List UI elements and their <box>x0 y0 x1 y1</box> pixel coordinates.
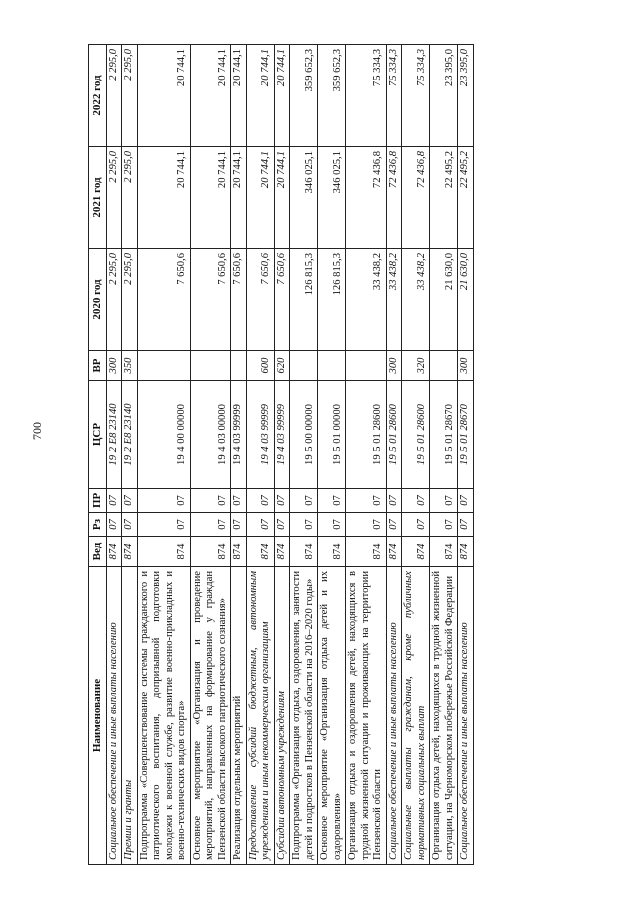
row-csr: 19 5 01 28600 <box>386 381 402 489</box>
row-csr: 19 5 01 28600 <box>402 381 430 489</box>
row-2020: 126 815,3 <box>290 249 318 351</box>
row-2022: 75 334,3 <box>386 45 402 147</box>
row-name: Основное мероприятие «Организация и проведение мероприятий, направленных на формирование у граждан Пензенской области высокого патриотического сознания» <box>190 567 231 865</box>
row-name: Организация отдыха и оздоровления детей, находящихся в трудной жизненной ситуации и проживающих на территории Пензенской области <box>346 567 387 865</box>
row-vr: 620 <box>274 351 290 381</box>
row-ved: 874 <box>318 537 346 567</box>
table-row <box>290 45 318 865</box>
row-rz: 07 <box>246 513 274 537</box>
row-rz: 07 <box>122 513 138 537</box>
row-ved: 874 <box>231 537 247 567</box>
row-pr: 07 <box>386 489 402 513</box>
row-csr: 19 2 E8 23140 <box>106 381 122 489</box>
row-ved: 874 <box>137 537 190 567</box>
table-row <box>122 45 138 865</box>
row-rz: 07 <box>290 513 318 537</box>
row-rz: 07 <box>346 513 387 537</box>
row-rz: 07 <box>318 513 346 537</box>
row-2022: 75 334,3 <box>346 45 387 147</box>
row-2022: 20 744,1 <box>274 45 290 147</box>
row-pr: 07 <box>137 489 190 513</box>
row-name: Социальные выплаты гражданам, кроме публичных нормативных социальных выплат <box>402 567 430 865</box>
row-rz: 07 <box>274 513 290 537</box>
table-row <box>106 45 122 865</box>
header-vr: ВР <box>89 351 107 381</box>
row-2020: 33 438,2 <box>402 249 430 351</box>
row-ved: 874 <box>430 537 458 567</box>
row-vr <box>190 351 231 381</box>
row-name: Предоставление субсидий бюджетным, автономным учреждениям и иным некоммерческим организациям <box>246 567 274 865</box>
row-2022: 20 744,1 <box>137 45 190 147</box>
row-rz: 07 <box>106 513 122 537</box>
row-2022: 359 652,3 <box>318 45 346 147</box>
row-rz: 07 <box>458 513 474 537</box>
row-csr: 19 4 03 99999 <box>246 381 274 489</box>
table-row <box>274 45 290 865</box>
table-row <box>231 45 247 865</box>
row-2021: 72 436,8 <box>386 147 402 249</box>
row-rz: 07 <box>231 513 247 537</box>
row-pr: 07 <box>458 489 474 513</box>
row-ved: 874 <box>122 537 138 567</box>
table-row <box>246 45 274 865</box>
row-vr <box>430 351 458 381</box>
row-csr: 19 5 01 28670 <box>430 381 458 489</box>
row-csr: 19 5 00 00000 <box>290 381 318 489</box>
row-2020: 2 295,0 <box>122 249 138 351</box>
row-2020: 126 815,3 <box>318 249 346 351</box>
row-csr: 19 4 00 00000 <box>137 381 190 489</box>
header-ved: Вед <box>89 537 107 567</box>
row-2020: 7 650,6 <box>246 249 274 351</box>
row-vr: 300 <box>458 351 474 381</box>
header-2021: 2021 год <box>89 147 107 249</box>
table-row <box>137 45 190 865</box>
rotated-table-container <box>88 45 623 865</box>
row-pr: 07 <box>274 489 290 513</box>
row-pr: 07 <box>231 489 247 513</box>
header-rz: Рз <box>89 513 107 537</box>
row-vr: 300 <box>386 351 402 381</box>
row-2022: 23 395,0 <box>430 45 458 147</box>
header-name: Наименование <box>89 567 107 865</box>
row-2021: 22 495,2 <box>430 147 458 249</box>
row-2021: 346 025,1 <box>290 147 318 249</box>
row-ved: 874 <box>246 537 274 567</box>
row-pr: 07 <box>122 489 138 513</box>
row-2021: 2 295,0 <box>106 147 122 249</box>
row-2021: 20 744,1 <box>231 147 247 249</box>
row-2022: 23 395,0 <box>458 45 474 147</box>
table-row <box>402 45 430 865</box>
row-csr: 19 4 03 99999 <box>231 381 247 489</box>
row-pr: 07 <box>246 489 274 513</box>
header-csr: ЦСР <box>89 381 107 489</box>
row-2021: 20 744,1 <box>246 147 274 249</box>
table-row <box>346 45 387 865</box>
row-pr: 07 <box>290 489 318 513</box>
row-name: Организация отдыха детей, находящихся в трудной жизненной ситуации, на Черноморском побережье Российской Федерации <box>430 567 458 865</box>
budget-table <box>88 44 474 865</box>
row-2022: 2 295,0 <box>122 45 138 147</box>
table-row <box>386 45 402 865</box>
row-2022: 20 744,1 <box>190 45 231 147</box>
table-row <box>430 45 458 865</box>
row-2021: 20 744,1 <box>190 147 231 249</box>
row-2020: 7 650,6 <box>137 249 190 351</box>
row-vr <box>346 351 387 381</box>
row-rz: 07 <box>190 513 231 537</box>
row-ved: 874 <box>274 537 290 567</box>
row-vr <box>318 351 346 381</box>
row-pr: 07 <box>402 489 430 513</box>
row-ved: 874 <box>290 537 318 567</box>
row-2021: 22 495,2 <box>458 147 474 249</box>
row-vr <box>290 351 318 381</box>
row-csr: 19 5 01 28600 <box>346 381 387 489</box>
row-2020: 7 650,6 <box>231 249 247 351</box>
row-ved: 874 <box>346 537 387 567</box>
header-2022: 2022 год <box>89 45 107 147</box>
row-2022: 359 652,3 <box>290 45 318 147</box>
row-vr: 300 <box>106 351 122 381</box>
row-2021: 20 744,1 <box>137 147 190 249</box>
row-pr: 07 <box>346 489 387 513</box>
row-2020: 33 438,2 <box>386 249 402 351</box>
header-pr: ПР <box>89 489 107 513</box>
row-vr <box>231 351 247 381</box>
row-2020: 7 650,6 <box>190 249 231 351</box>
row-2020: 2 295,0 <box>106 249 122 351</box>
row-name: Подпрограмма «Совершенствование системы гражданского и патриотического воспитания, допризывной подготовки молодежи к военной службе, развитие военно-прикладных и военно-технических видов спорта» <box>137 567 190 865</box>
row-2020: 21 630,0 <box>458 249 474 351</box>
row-2021: 72 436,8 <box>346 147 387 249</box>
row-ved: 874 <box>106 537 122 567</box>
row-name: Социальное обеспечение и иные выплаты населению <box>458 567 474 865</box>
row-rz: 07 <box>386 513 402 537</box>
row-2022: 75 334,3 <box>402 45 430 147</box>
row-vr: 350 <box>122 351 138 381</box>
row-rz: 07 <box>137 513 190 537</box>
row-name: Субсидии автономным учреждениям <box>274 567 290 865</box>
row-pr: 07 <box>190 489 231 513</box>
row-name: Социальное обеспечение и иные выплаты населению <box>386 567 402 865</box>
table-row <box>458 45 474 865</box>
row-2021: 346 025,1 <box>318 147 346 249</box>
row-rz: 07 <box>402 513 430 537</box>
row-2021: 20 744,1 <box>274 147 290 249</box>
row-ved: 874 <box>458 537 474 567</box>
row-pr: 07 <box>430 489 458 513</box>
row-2020: 7 650,6 <box>274 249 290 351</box>
row-pr: 07 <box>106 489 122 513</box>
row-name: Подпрограмма «Организация отдыха, оздоровления, занятости детей и подростков в Пензенской области на 2016–2020 годы» <box>290 567 318 865</box>
row-csr: 19 2 E8 23140 <box>122 381 138 489</box>
header-row <box>89 45 107 865</box>
row-csr: 19 5 01 00000 <box>318 381 346 489</box>
row-csr: 19 5 01 28670 <box>458 381 474 489</box>
row-vr <box>137 351 190 381</box>
row-csr: 19 4 03 99999 <box>274 381 290 489</box>
row-vr: 600 <box>246 351 274 381</box>
row-name: Премии и гранты <box>122 567 138 865</box>
row-ved: 874 <box>402 537 430 567</box>
table-row <box>318 45 346 865</box>
row-2022: 20 744,1 <box>231 45 247 147</box>
row-pr: 07 <box>318 489 346 513</box>
row-name: Основное мероприятие «Организация отдыха детей и их оздоровления» <box>318 567 346 865</box>
row-ved: 874 <box>386 537 402 567</box>
row-name: Социальное обеспечение и иные выплаты населению <box>106 567 122 865</box>
row-2022: 20 744,1 <box>246 45 274 147</box>
table-body <box>106 45 473 865</box>
page-number: 700 <box>30 422 44 440</box>
row-2022: 2 295,0 <box>106 45 122 147</box>
row-ved: 874 <box>190 537 231 567</box>
table-row <box>190 45 231 865</box>
row-vr: 320 <box>402 351 430 381</box>
row-rz: 07 <box>430 513 458 537</box>
row-2021: 72 436,8 <box>402 147 430 249</box>
header-2020: 2020 год <box>89 249 107 351</box>
row-csr: 19 4 03 00000 <box>190 381 231 489</box>
row-2021: 2 295,0 <box>122 147 138 249</box>
row-2020: 21 630,0 <box>430 249 458 351</box>
row-2020: 33 438,2 <box>346 249 387 351</box>
row-name: Реализация отдельных мероприятий <box>231 567 247 865</box>
